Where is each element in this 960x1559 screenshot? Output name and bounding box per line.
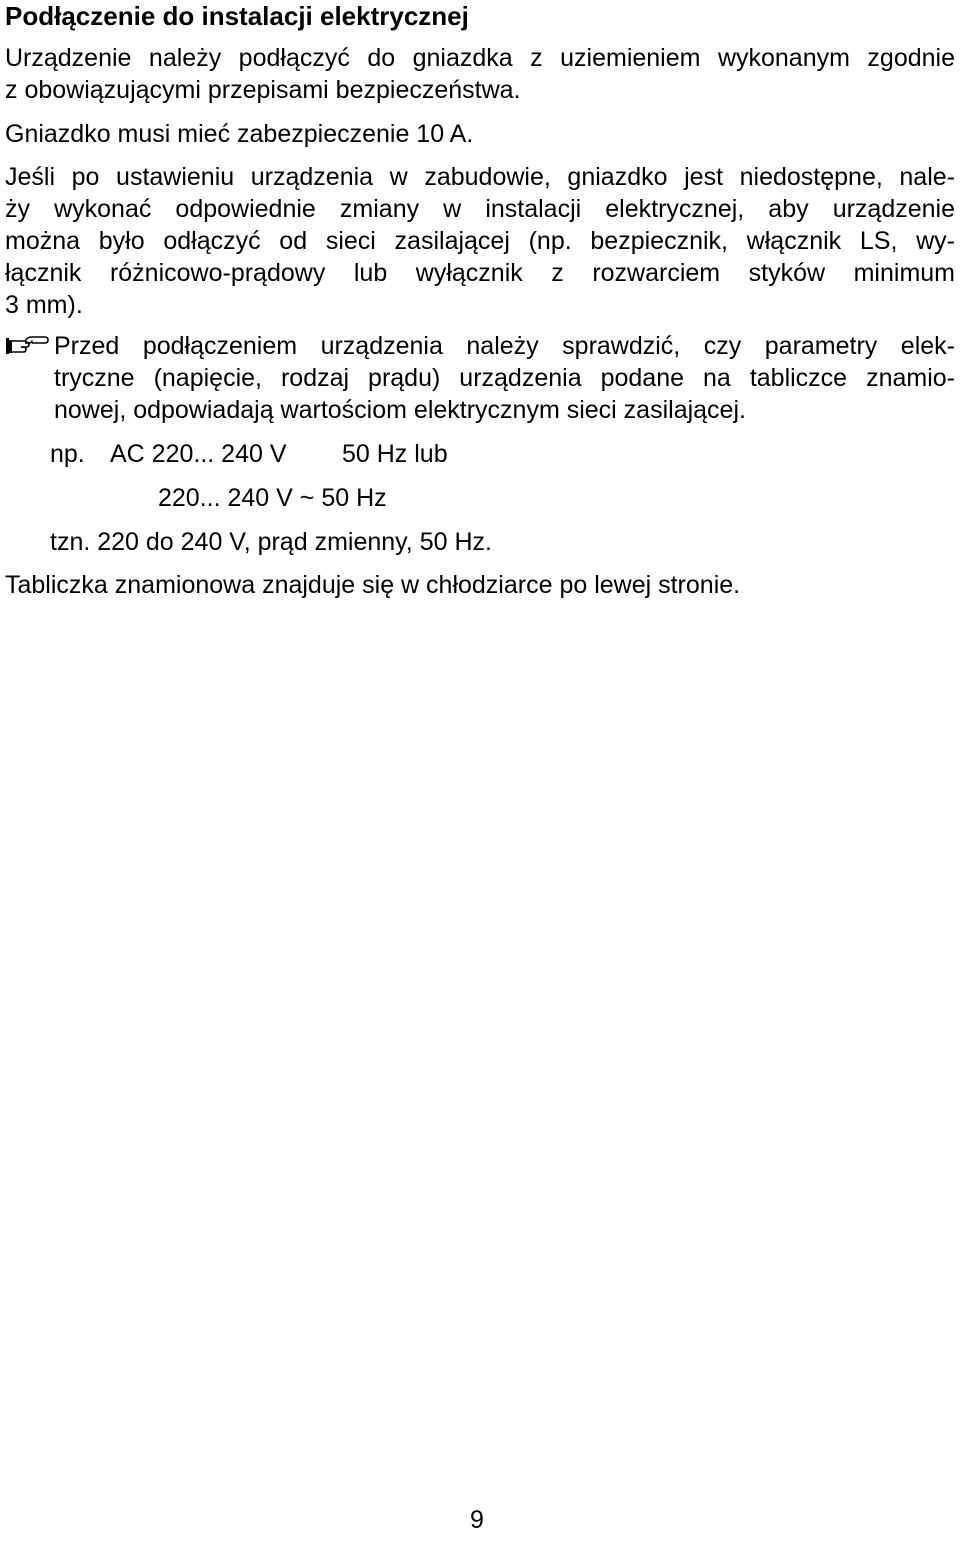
text-line: tryczne (napięcie, rodzaj prądu) urządzenia podane na tabliczce znamio- [54,364,955,392]
text-line: ży wykonać odpowiednie zmiany w instalacji elektrycznej, aby urządzenie [5,195,955,223]
example-prefix: np. [50,440,85,468]
text-line: Przed podłączeniem urządzenia należy sprawdzić, czy parametry elek- [54,332,955,360]
example-explanation: tzn. 220 do 240 V, prąd zmienny, 50 Hz. [50,528,492,556]
note-text [54,330,955,426]
page-number: 9 [470,1506,484,1534]
frequency-value: 50 Hz lub [342,440,448,468]
disconnection-paragraph [5,161,955,321]
text-line: Tabliczka znamionowa znajduje się w chłodziarce po lewej stronie. [5,571,741,599]
fuse-paragraph [5,118,955,150]
text-line: można było odłączyć od sieci zasilającej (np. bezpiecznik, włącznik LS, wy- [5,227,955,255]
text-line: 3 mm). [5,291,83,319]
text-line: z obowiązującymi przepisami bezpieczeństwa. [5,76,521,104]
text-line: nowej, odpowiadają wartościom elektrycznym sieci zasilającej. [54,396,746,424]
text-line: Jeśli po ustawieniu urządzenia w zabudowie, gniazdko jest niedostępne, nale- [5,163,955,191]
text-line: łącznik różnicowo-prądowy lub wyłącznik z rozwarciem styków minimum [5,259,955,287]
text-line: Urządzenie należy podłączyć do gniazdka z uziemieniem wykonanym zgodnie [5,44,955,72]
text-line: Gniazdko musi mieć zabezpieczenie 10 A. [5,120,474,148]
grounded-socket-paragraph [5,42,955,106]
voltage-frequency-line: 220... 240 V ~ 50 Hz [158,484,387,512]
rating-plate-paragraph [5,569,955,601]
pointing-hand-icon [5,334,49,358]
section-heading: Podłączenie do instalacji elektrycznej [5,1,469,31]
voltage-range: AC 220... 240 V [110,440,287,468]
